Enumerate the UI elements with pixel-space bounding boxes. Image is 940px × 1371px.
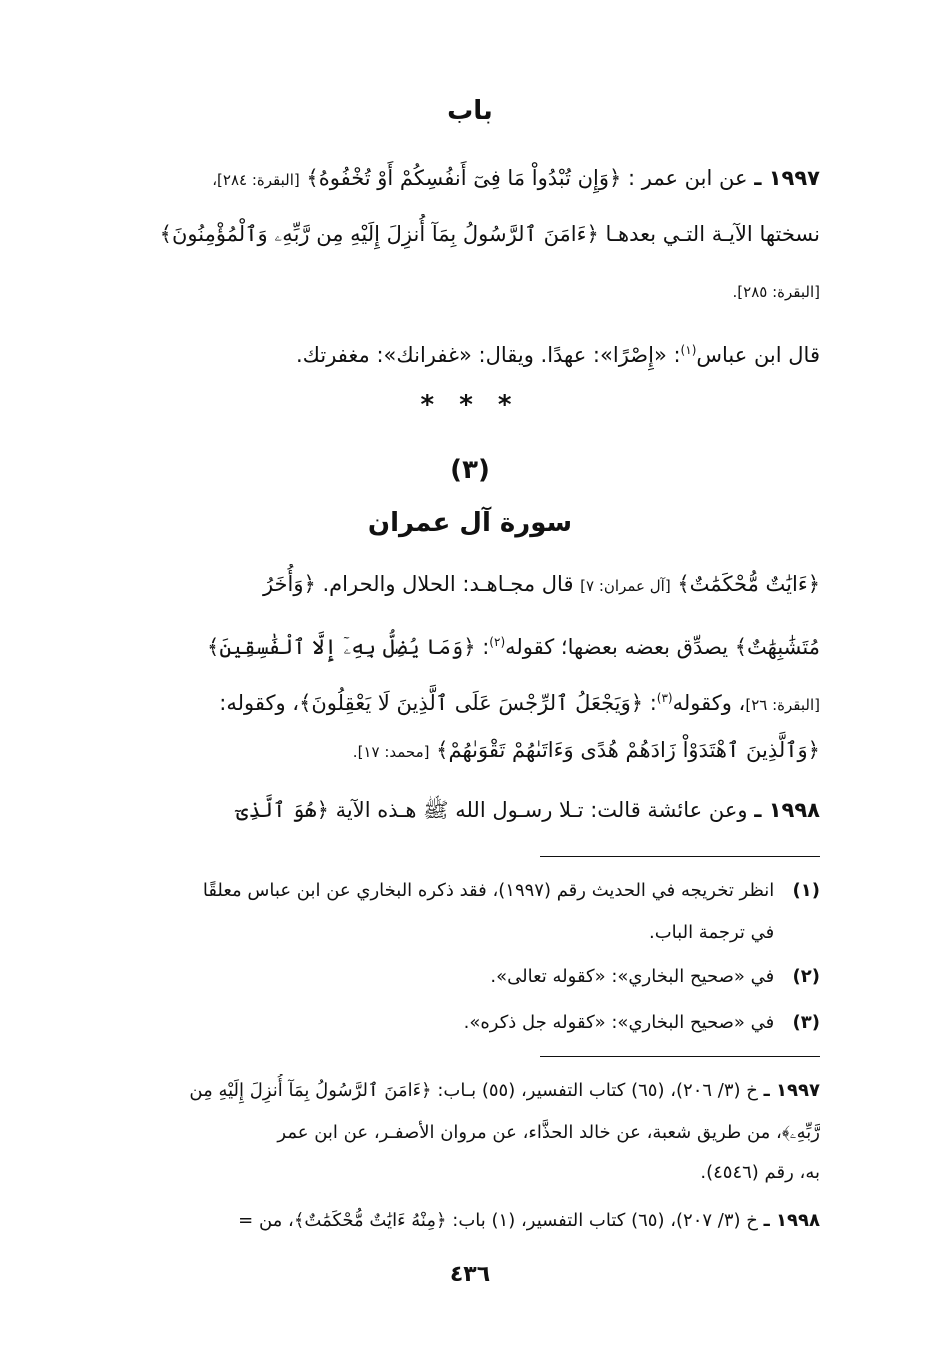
takhrij-text: ، من = — [238, 1210, 294, 1231]
footnote-text: في «صحيح البخاري»: «كقوله تعالى». — [490, 966, 775, 987]
tafsir-line-2 — [115, 622, 820, 667]
quran-verse: ﴿وَيَجْعَلُ ٱلرِّجْسَ عَلَى ٱلَّذِينَ لَا يَعْقِلُونَ﴾ — [299, 691, 644, 715]
page-number: ٤٣٦ — [449, 1262, 491, 1287]
quran-verse: ﴿ءَايَٰتٌ مُّحْكَمَٰتٌ﴾ — [677, 572, 820, 596]
quran-verse: ﴿ءَامَنَ ٱلرَّسُولُ بِمَآ أُنزِلَ إِلَيْهِ مِن — [189, 1080, 432, 1101]
tafsir-line-1 — [115, 564, 820, 606]
takhrij-1998-line-1 — [115, 1204, 820, 1238]
footnote-1-continued — [115, 916, 820, 950]
verse-reference: [البقرة: ٢٨٥]. — [732, 283, 820, 301]
takhrij-divider — [540, 1056, 820, 1057]
footnote-number: (١) — [792, 880, 820, 901]
verse-reference: [البقرة: ٢٦] — [745, 696, 820, 714]
takhrij-text: به، رقم (٤٥٤٦). — [700, 1162, 820, 1183]
takhrij-1997-line-2 — [115, 1116, 820, 1150]
quran-verse: ﴿وَأُخَرُ — [262, 572, 316, 596]
quran-verse: ﴿وَمَا يُضِلُّ بِهِۦٓ إِلَّا ٱلْفَٰسِقِينَ﴾ — [207, 635, 476, 659]
hadith-1998-line-1 — [115, 790, 820, 830]
footnote-marker: (٢) — [489, 635, 506, 649]
hadith-1997-line-2 — [115, 214, 820, 254]
footnote-text: في «صحيح البخاري»: «كقوله جل ذكره». — [463, 1012, 775, 1033]
hadith-1997-line-4 — [115, 330, 820, 375]
hadith-text: قال ابن عباس — [696, 343, 820, 367]
quran-verse: ﴿ءَامَنَ ٱلرَّسُولُ بِمَآ أُنزِلَ إِلَيْهِ مِن رَّبِّهِۦ وَٱلْمُؤْمِنُونَ﴾ — [159, 222, 599, 246]
tafsir-text: قال مجـاهـد: الحلال والحرام. — [315, 572, 574, 596]
footnote-1 — [115, 874, 820, 908]
takhrij-1997-line-3 — [115, 1156, 820, 1190]
tafsir-text: : — [643, 691, 657, 715]
surah-number: (٣) — [450, 455, 490, 485]
footnote-number: (٣) — [792, 1012, 820, 1033]
verse-reference: [محمد: ١٧]. — [352, 743, 430, 761]
hadith-number: ١٩٩٨ ـ — [754, 798, 820, 822]
tafsir-line-4 — [115, 730, 820, 772]
surah-name: سورة آل عمران — [367, 508, 573, 538]
footnote-text: في ترجمة الباب. — [649, 922, 775, 943]
footnote-marker: (٣) — [656, 691, 673, 705]
verse-reference: [البقرة: ٢٨٤]، — [212, 171, 300, 189]
footnote-3 — [115, 1006, 820, 1040]
hadith-number: ١٩٩٧ ـ — [754, 166, 820, 190]
section-separator: * * * — [420, 390, 520, 420]
quran-verse: ﴿وَإِن تُبْدُواْ مَا فِىٓ أَنفُسِكُمْ أَوْ تُخْفُوهُ﴾ — [306, 166, 622, 190]
footnote-2 — [115, 960, 820, 994]
quran-verse: ﴿مِنْهُ ءَايَٰتٌ مُّحْكَمَٰتٌ﴾ — [293, 1210, 447, 1231]
hadith-text: وعن عائشة قالت: تـلا رسـول الله ﷺ هـذه الآية — [328, 798, 748, 822]
tafsir-text: ، وكقوله — [672, 691, 746, 715]
quran-verse: ﴿وَٱلَّذِينَ ٱهْتَدَوْاْ زَادَهُمْ هُدًى وَءَاتَىٰهُمْ تَقْوَىٰهُمْ﴾ — [436, 738, 820, 762]
hadith-text: نسختها الآيـة التـي بعدهـا — [598, 222, 820, 246]
quran-verse: رَّبِّهِۦ﴾ — [781, 1122, 820, 1143]
tafsir-text: : — [475, 635, 490, 659]
hadith-text: عن ابن عمر : — [621, 166, 748, 190]
verse-reference: [آل عمران: ٧] — [580, 577, 671, 595]
quran-verse: ﴿هُوَ ٱلَّذِىٓ — [236, 798, 329, 822]
chapter-title: باب — [447, 96, 493, 126]
footnote-text: انظر تخريجه في الحديث رقم (١٩٩٧)، فقد ذكره البخاري عن ابن عباس معلقًا — [202, 880, 775, 901]
takhrij-text: ، من طريق شعبة، عن خالد الحذَّاء، عن مروان الأصفـر، عن ابن عمر — [277, 1122, 782, 1143]
footnote-divider — [540, 856, 820, 857]
tafsir-text: ، وكقوله: — [219, 691, 300, 715]
footnote-number: (٢) — [792, 966, 820, 987]
tafsir-line-3 — [115, 678, 820, 725]
hadith-number: ١٩٩٨ ـ — [763, 1210, 820, 1231]
hadith-1997-line-3 — [115, 270, 820, 312]
takhrij-1997-line-1 — [115, 1074, 820, 1108]
tafsir-text: يصدِّق بعضه بعضها؛ كقوله — [505, 635, 729, 659]
footnote-marker: (١) — [680, 343, 697, 357]
takhrij-text: خ (٣/ ٢٠٧)، (٦٥) كتاب التفسير، (١) باب: — [446, 1210, 758, 1231]
hadith-1997-line-1 — [115, 158, 820, 200]
takhrij-text: خ (٣/ ٢٠٦)، (٦٥) كتاب التفسير، (٥٥) بـاب: — [431, 1080, 758, 1101]
quran-verse: مُتَشَٰبِهَٰتٌ﴾ — [734, 635, 820, 659]
hadith-text: : «إِصْرًا»: عهدًا. ويقال: «غفرانك»: مغفرتك. — [296, 343, 681, 367]
hadith-number: ١٩٩٧ ـ — [763, 1080, 820, 1101]
